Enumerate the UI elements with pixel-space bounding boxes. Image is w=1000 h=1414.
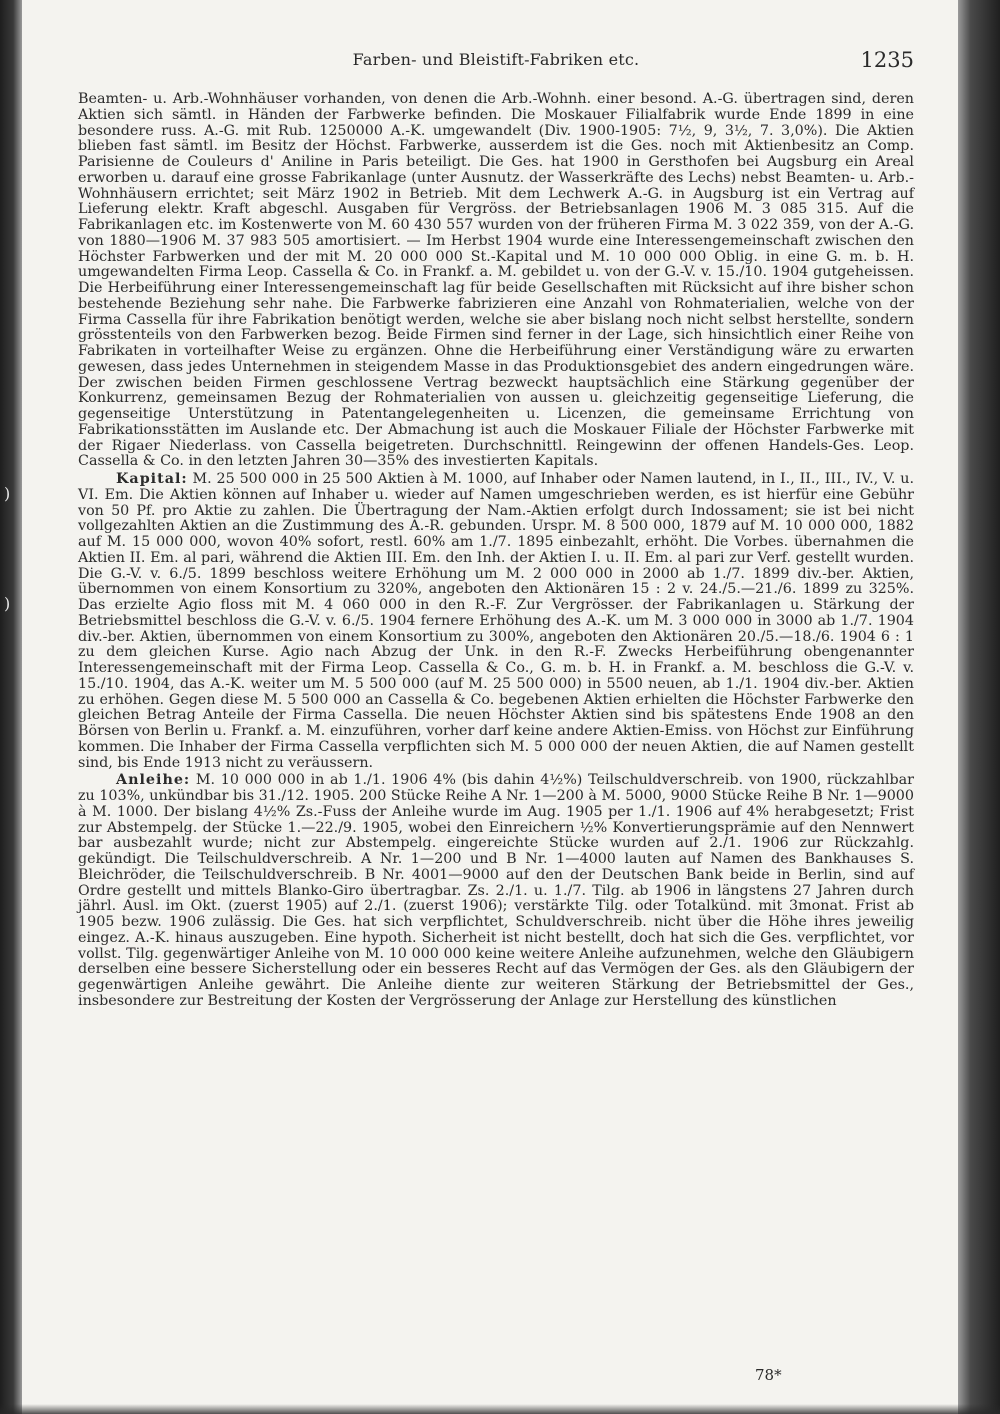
kapital-text: M. 25 500 000 in 25 500 Aktien à M. 1000, auf Inhaber oder Namen lautend, in I., II., III., IV., V. u. VI. Em. Die Aktien können auf Inhaber u. wieder auf Namen umgeschrieben werden, es ist hierfür eine Gebühr von 50 Pf. pro Aktie zu zahlen. Die Übertragung der Nam.-Aktien erfolgt durch Indossament; sie ist bei nicht vollgezahlten Aktien an die Zustimmung des A.-R. gebunden. Urspr. M. 8 500 000, 1879 auf M. 10 000 000, 1882 auf M. 15 000 000, wovon 40% sofort, restl. 60% am 1./7. 1895 einbezahlt, erhöht. Die Vorbes. übernahmen die Aktien II. Em. al pari, während die Aktien III. Em. den Inh. der Aktien I. u. II. Em. al pari zur Verf. gestellt wurden. Die G.-V. v. 6./5. 1899 beschloss weitere Erhöhung um M. 2 000 000 in 2000 ab 1./7. 1899 div.-ber. Aktien, übernommen von einem Konsortium zu 320%, angeboten den Aktionären 15 : 2 v. 24./5.—21./6. 1899 zu 325%. Das erzielte Agio floss mit M. 4 060 000 in den R.-F. Zur Vergrösser. der Fabrikanlagen u. Stärkung der Betriebsmittel beschloss die G.-V. v. 6./5. 1904 fernere Erhöhung des A.-K. um M. 3 000 000 in 3000 ab 1./7. 1904 div.-ber. Aktien, übernommen von einem Konsortium zu 300%, angeboten den Aktionären 20./5.—18./6. 1904 6 : 1 zu dem gleichen Kurse. Agio nach Abzug der Unk. in den R.-F. Zwecks Herbeiführung obengenannter Interessengemeinschaft mit der Firma Leop. Cassella & Co., G. m. b. H. in Frankf. a. M. beschloss die G.-V. v. 15./10. 1904, das A.-K. weiter um M. 5 500 000 (auf M. 25 500 000) in 5500 neuen, ab 1./1. 1904 div.-ber. Aktien zu erhöhen. Gegen diese M. 5 500 000 an Cassella & Co. begebenen Aktien erhielten die Höchster Farbwerke den gleichen Betrag Anteile der Firma Cassella. Die neuen Höchster Aktien sind bis spätestens Ende 1908 an den Börsen von Berlin u. Frankf. a. M. einzuführen, vorher darf keine andere Aktien-Emiss. von Höchst zur Einführung kommen. Die Inhaber der Firma Cassella verpflichten sich M. 5 000 000 der neuen Aktien, die auf Namen gestellt sind, bis Ende 1913 nicht zu veräussern.: [78, 471, 914, 771]
anleihe-paragraph: [78, 773, 914, 1009]
running-head: [78, 48, 914, 74]
book-page: [40, 0, 940, 1414]
body-text: [78, 92, 914, 1010]
anleihe-text: M. 10 000 000 in ab 1./1. 1906 4% (bis dahin 4½%) Teilschuldverschreib. von 1900, rückzahlbar zu 103%, unkündbar bis 31./12. 1905. 200 Stücke Reihe A Nr. 1—200 à M. 5000, 9000 Stücke Reihe B Nr. 1—9000 à M. 1000. Der bislang 4½% Zs.-Fuss der Anleihe wurde im Aug. 1905 per 1./1. 1906 auf 4% herabgesetzt; Frist zur Abstempelg. der Stücke 1.—22./9. 1905, wobei den Einreichern ½% Konvertierungsprämie auf den Nennwert bar ausbezahlt wurde; nicht zur Abstempelg. eingereichte Stücke wurden auf 2./1. 1906 zur Rückzahlg. gekündigt. Die Teilschuldverschreib. A Nr. 1—200 und B Nr. 1—4000 lauten auf Namen des Bankhauses S. Bleichröder, die Teilschuldverschreib. B Nr. 4001—9000 auf den der Deutschen Bank beide in Berlin, sind auf Ordre gestellt und mittels Blanko-Giro übertragbar. Zs. 2./1. u. 1./7. Tilg. ab 1906 in längstens 27 Jahren durch jährl. Ausl. im Okt. (zuerst 1905) auf 2./1. (zuerst 1906); verstärkte Tilg. oder Totalkünd. mit 3monat. Frist ab 1905 bezw. 1906 zulässig. Die Ges. hat sich verpflichtet, Schuldverschreib. nicht über die Höhe ihres jeweilig eingez. A.-K. hinaus auszugeben. Eine hypoth. Sicherheit ist nicht bestellt, doch hat sich die Ges. verpflichtet, vor vollst. Tilg. gegenwärtiger Anleihe von M. 10 000 000 keine weitere Anleihe aufzunehmen, welche den Gläubigern derselben eine bessere Sicherstellung oder ein besseres Recht auf das Vermögen der Ges. als den Gläubigern der gegenwärtigen Anleihe gewährt. Die Anleihe diente zur weiteren Stärkung der Betriebsmittel der Ges., insbesondere zur Bestreitung der Kosten der Vergrösserung der Anlage zur Herstellung des künstlichen: [78, 772, 914, 1009]
kapital-paragraph: [78, 472, 914, 771]
signature-mark: 78*: [755, 1366, 782, 1384]
anleihe-heading: Anleihe:: [116, 772, 191, 789]
left-edge-mark: ): [4, 594, 11, 613]
intro-paragraph: Beamten- u. Arb.-Wohnhäuser vorhanden, von denen die Arb.-Wohnh. einer besond. A.-G. übertragen sind, deren Aktien sich sämtl. in Händen der Farbwerke befinden. Die Moskauer Filialfabrik wurde Ende 1899 in eine besondere russ. A.-G. mit Rub. 1250000 A.-K. umgewandelt (Div. 1900-1905: 7½, 9, 3½, 7. 3,0%). Die Aktien blieben fast sämtl. im Besitz der Höchst. Farbwerke, ausserdem ist die Ges. noch mit Aktienbesitz an Comp. Parisienne de Couleurs d' Aniline in Paris beteiligt. Die Ges. hat 1900 in Gersthofen bei Augsburg ein Areal erworben u. darauf eine grosse Fabrikanlage (unter Ausnutz. der Wasserkräfte des Lechs) nebst Beamten- u. Arb.-Wohnhäusern errichtet; seit März 1902 in Betrieb. Mit dem Lechwerk A.-G. in Augsburg ist ein Vertrag auf Lieferung elektr. Kraft abgeschl. Ausgaben für Vergröss. der Betriebsanlagen 1906 M. 3 085 315. Auf die Fabrikanlagen etc. im Kostenwerte von M. 60 430 557 wurden von der früheren Firma M. 3 022 359, von der A.-G. von 1880—1906 M. 37 983 505 amortisiert. — Im Herbst 1904 wurde eine Interessengemeinschaft zwischen den Höchster Farbwerken und der mit M. 20 000 000 St.-Kapital und M. 10 000 000 Oblig. in eine G. m. b. H. umgewandelten Firma Leop. Cassella & Co. in Frankf. a. M. gebildet u. von der G.-V. v. 15./10. 1904 gutgeheissen. Die Herbeiführung einer Interessengemeinschaft lag für beide Gesellschaften mit Rücksicht auf ihre bisher schon bestehende Beziehung sehr nahe. Die Farbwerke fabrizieren eine Anzahl von Rohmaterialien, welche von der Firma Cassella für ihre Fabrikation benötigt werden, welche sie aber bislang noch nicht selbst herstellte, sondern grösstenteils von den Farbwerken bezog. Beide Firmen sind ferner in der Lage, sich hinsichtlich einer Reihe von Fabrikaten in vorteilhafter Weise zu ergänzen. Ohne die Herbeiführung einer Verständigung wäre zu erwarten gewesen, dass jedes Unternehmen in steigendem Masse in das Produktionsgebiet des andern eingedrungen wäre. Der zwischen beiden Firmen geschlossene Vertrag bezweckt hauptsächlich eine Stärkung gegenüber der Konkurrenz, gemeinsamen Bezug der Rohmaterialien von aussen u. gleichzeitig gegenseitige Lieferung, die gegenseitige Unterstützung in Patentangelegenheiten u. Licenzen, die gemeinsame Errichtung von Fabrikationsstätten im Auslande etc. Der Abmachung ist auch die Moskauer Filiale der Höchster Farbwerke mit der Rigaer Niederlass. von Cassella beigetreten. Durchschnittl. Reingewinn der offenen Handels-Ges. Leop. Cassella & Co. in den letzten Jahren 30—35% des investierten Kapitals.: [78, 91, 914, 470]
right-binding-shadow: [958, 0, 1000, 1414]
kapital-heading: Kapital:: [116, 471, 188, 487]
page-number: 1235: [860, 48, 914, 72]
bottom-shadow: [0, 1404, 1000, 1414]
left-edge-marks: [0, 0, 22, 1414]
left-edge-mark: ): [4, 484, 11, 503]
running-title: Farben- und Bleistift-Fabriken etc.: [352, 50, 640, 69]
